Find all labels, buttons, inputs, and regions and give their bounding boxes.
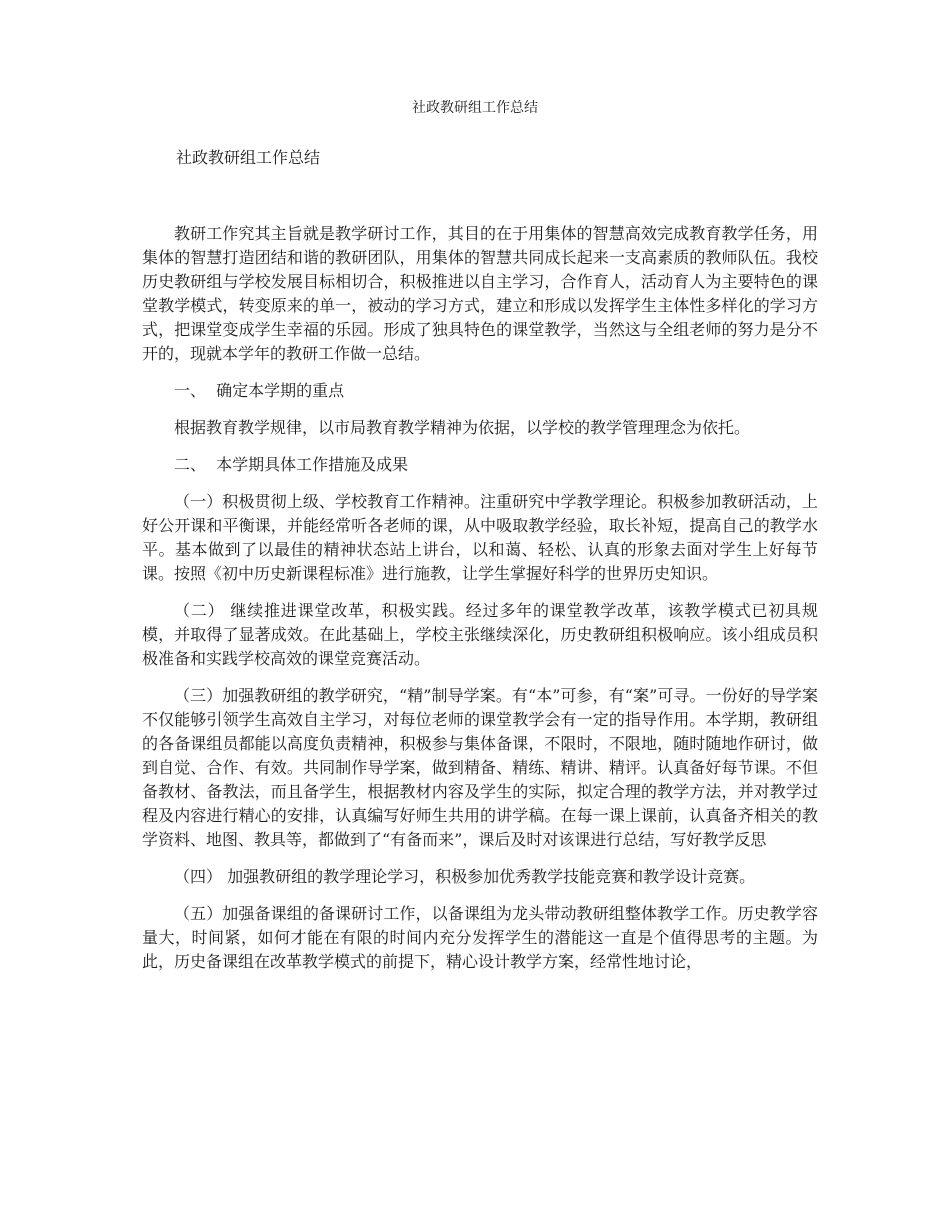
paragraph-item-1: （一）积极贯彻上级、学校教育工作精神。注重研究中学教学理论。积极参加教研活动，上好公开课和平衡课，并能经常听各老师的课，从中吸取教学经验，取长补短，提高自己的教学水平。基本做到了以最佳的精神状态站上讲台，以和蔼、轻松、认真的形象去面对学生上好每节课。按照《初中历史新课程标准》进行施教，让学生掌握好科学的世界历史知识。 [142, 492, 818, 583]
document-title: 社政教研组工作总结 [176, 148, 321, 167]
paragraph-item-2: （二） 继续推进课堂改革，积极实践。经过多年的课堂教学改革，该教学模式已初具规模，并取得了显著成效。在此基础上，学校主张继续深化，历史教研组积极响应。该小组成员积极准备和实践学校高效的课堂竞赛活动。 [142, 601, 818, 668]
paragraph-intro: 教研工作究其主旨就是教学研讨工作，其目的在于用集体的智慧高效完成教育教学任务，用集体的智慧打造团结和谐的教研团队，用集体的智慧共同成长起来一支高素质的教师队伍。我校历史教研组与学校发展目标相切合，积极推进以自主学习，合作育人，活动育人为主要特色的课堂教学模式，转变原来的单一，被动的学习方式，建立和形成以发挥学生主体性多样化的学习方式，把课堂变成学生幸福的乐园。形成了独具特色的课堂教学，当然这与全组老师的努力是分不开的，现就本学年的教研工作做一总结。 [142, 224, 818, 363]
paragraph-item-3: （三）加强教研组的教学研究，“精”制导学案。有“本”可参，有“案”可寻。一份好的导学案不仅能够引领学生高效自主学习，对每位老师的课堂教学会有一定的指导作用。本学期，教研组的各备课组员都能以高度负责精神，积极参与集体备课，不限时，不限地，随时随地作研讨，做到自觉、合作、有效。共同制作导学案，做到精备、精练、精讲、精评。认真备好每节课。不但备教材、备教法，而且备学生，根据教材内容及学生的实际，拟定合理的教学方法，并对教学过程及内容进行精心的安排，认真编写好师生共用的讲学稿。在每一课上课前，认真备齐相关的教学资料、地图、教具等，都做到了“有备而来”，课后及时对该课进行总结，写好教学反思 [142, 686, 818, 849]
section-heading-2: 二、 本学期具体工作措施及成果 [174, 455, 409, 474]
paragraph-focus: 根据教育教学规律，以市局教育教学精神为依据，以学校的教学管理理念为依托。 [174, 418, 751, 437]
document-body [142, 222, 818, 987]
paragraph-item-5: （五）加强备课组的备课研讨工作，以备课组为龙头带动教研组整体教学工作。历史教学容量大，时间紧，如何才能在有限的时间内充分发挥学生的潜能这一直是个值得思考的主题。为此，历史备课组在改革教学模式的前提下，精心设计教学方案，经常性地讨论， [142, 904, 818, 971]
paragraph-item-4: （四） 加强教研组的教学理论学习，积极参加优秀教学技能竞赛和教学设计竞赛。 [174, 867, 756, 886]
section-heading-1: 一、 确定本学期的重点 [174, 381, 345, 400]
page-header-title: 社政教研组工作总结 [412, 100, 538, 116]
